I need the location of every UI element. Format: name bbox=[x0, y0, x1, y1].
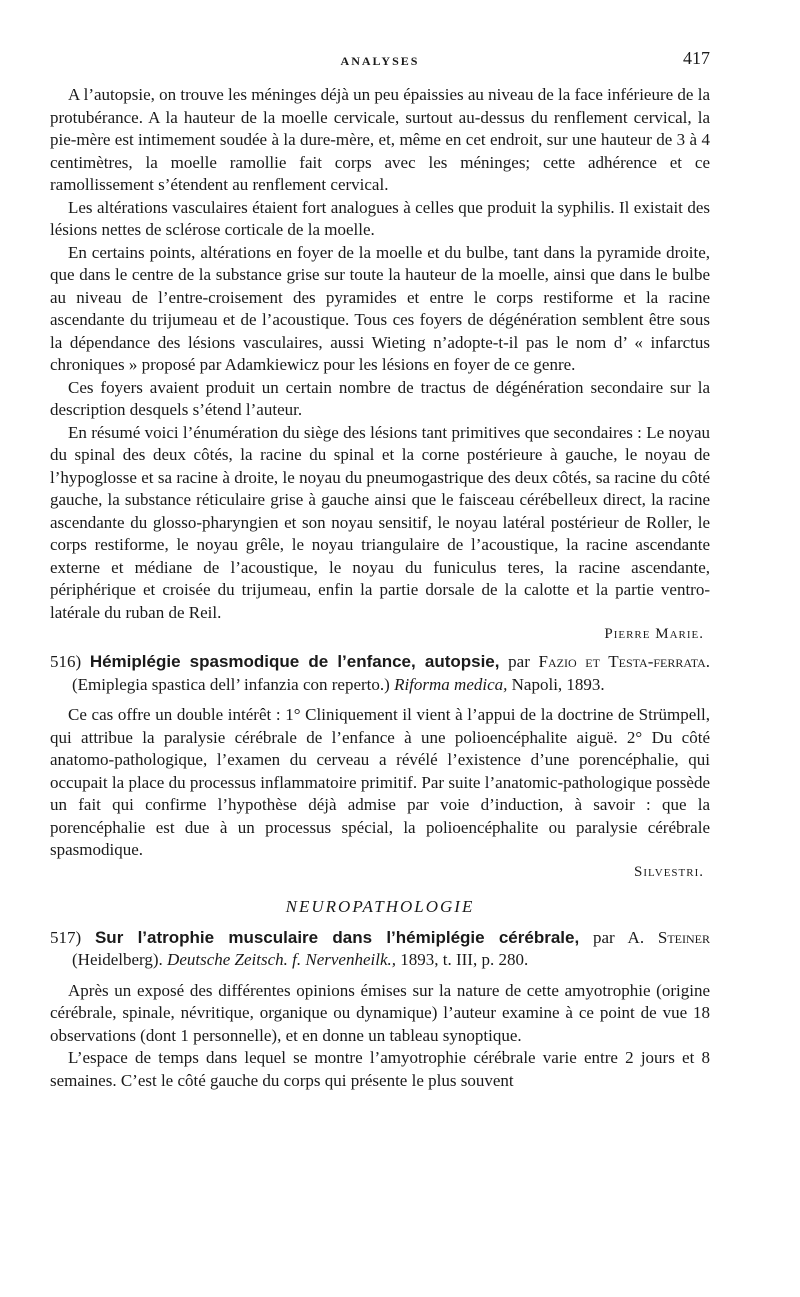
article-continuation bbox=[50, 84, 710, 643]
entry-number: 517) bbox=[50, 927, 82, 947]
entry-authors: Steiner bbox=[657, 927, 710, 947]
paragraph: A l’autopsie, on trouve les méninges déjà un peu épaissies au niveau de la face inférieure de la protubérance. A la hauteur de la moelle cervicale, surtout au-dessus du renflement cervical, la pie-mère est intimement soudée à la dure-mère, et, même en cet endroit, sur une hauteur de 3 à 4 centimètres, la moelle ramollie fait corps avec les méninges; cette adhérence et ce ramollissement s’étendent au renflement cervical. bbox=[50, 85, 710, 194]
paragraph: Les altérations vasculaires étaient fort analogues à celles que produit la syphilis. Il existait des lésions nettes de sclérose corticale de la moelle. bbox=[50, 197, 710, 239]
journal-name: Deutsche Zeitsch. f. Nervenheilk., bbox=[167, 950, 397, 969]
paragraph: Ce cas offre un double intérêt : 1° Cliniquement il vient à l’appui de la doctrine de Strümpell, qui attribue la paralysie cérébrale de l’enfance à une polioencéphalite aiguë. 2° Du côté anatomo-pathologique, l’examen du cerveau a révélé l’existence d’une porencéphalie, qui occupait la place du processus inflammatoire primitif. Par suite l’anatomic-pathologique possède un fait qui confirme l’hypothèse déjà admise par voie d’induction, à savoir : que la porencéphalie est due à un processus spécial, la polioencéphalite ou paralysie cérébrale spasmodique. bbox=[50, 705, 710, 859]
paragraph: En résumé voici l’énumération du siège des lésions tant primitives que secondaires : Le noyau du spinal des deux côtés, la racine du spinal et la corne postérieure à gauche, le noyau de l’hypoglosse et sa racine à droite, le noyau du pneumogastrique des deux côtés, sa racine du côté gauche, la substance réticulaire grise à gauche ainsi que le faisceau cérébelleux direct, la racine ascendante du glosso-pharyngien et son noyau sensitif, le noyau latéral postérieur de Roller, le corps restiforme, le noyau grêle, le noyau triangulaire de l’acoustique, la racine ascendante externe et médiane de l’acoustique, le noyau du funiculus teres, la racine ascendante, périphérique et croisée du trijumeau, enfin la partie dorsale de la calotte et la partie ventro-latérale du ruban de Reil. bbox=[50, 422, 710, 622]
entry-heading bbox=[50, 927, 710, 972]
running-title: ANALYSES bbox=[340, 54, 420, 68]
page-number: 417 bbox=[683, 48, 710, 68]
authors-prefix: par bbox=[499, 652, 539, 671]
journal-name: Riforma medica, bbox=[394, 674, 508, 694]
reviewer-signature: Silvestri. bbox=[634, 863, 704, 880]
article-517 bbox=[50, 927, 710, 1093]
original-title: (Emiplegia spastica dell’ infanzia con reperto.) bbox=[72, 674, 395, 694]
entry-number: 516) bbox=[50, 652, 82, 671]
entry-heading bbox=[50, 651, 710, 696]
entry-authors: Fazio et Testa-ferrata. bbox=[538, 652, 711, 671]
reviewer-signature: Pierre Marie. bbox=[604, 626, 704, 642]
article-516 bbox=[50, 651, 710, 881]
section-heading: NEUROPATHOLOGIE bbox=[285, 896, 475, 916]
paragraph: Ces foyers avaient produit un certain nombre de tractus de dégénération secondaire sur la description desquels s’étend l’auteur. bbox=[50, 377, 710, 419]
entry-title: Sur l’atrophie musculaire dans l’hémiplégie cérébrale, bbox=[94, 927, 580, 947]
entry-title: Hémiplégie spasmodique de l’enfance, autopsie, bbox=[89, 652, 500, 671]
paragraph: En certains points, altérations en foyer de la moelle et du bulbe, tant dans la pyramide droite, que dans le centre de la substance grise sur toute la hauteur de la moelle, ainsi que dans le bulbe au niveau de l’entre-croisement des pyramides et entre le corps restiforme et la racine ascendante du trijumeau et de l’acoustique. Tous ces foyers de dégénération semblent être sous la dépendance des lésions vasculaires, aussi Wieting n’adopte-t-il pas le nom d’ « infarctus chroniques » proposé par Adamkiewicz pour les lésions en foyer de ce genre. bbox=[50, 242, 710, 374]
paragraph: L’espace de temps dans lequel se montre l’amyotrophie cérébrale varie entre 2 jours et 8 semaines. C’est le côté gauche du corps qui présente le plus souvent bbox=[50, 1048, 710, 1090]
running-head bbox=[50, 48, 710, 72]
author-affiliation: (Heidelberg). bbox=[72, 950, 168, 969]
publication-place-year: Napoli, 1893. bbox=[507, 674, 605, 694]
paragraph: Après un exposé des différentes opinions émises sur la nature de cette amyotrophie (origine cérébrale, spinale, névritique, organique ou dynamique) l’auteur examine à ce point de vue 18 observations (dont 1 personnelle), et en donne un tableau synoptique. bbox=[50, 980, 710, 1045]
citation-details: 1893, t. III, p. 280. bbox=[396, 950, 529, 969]
authors-prefix: par A. bbox=[579, 927, 658, 947]
journal-page bbox=[50, 48, 710, 1092]
